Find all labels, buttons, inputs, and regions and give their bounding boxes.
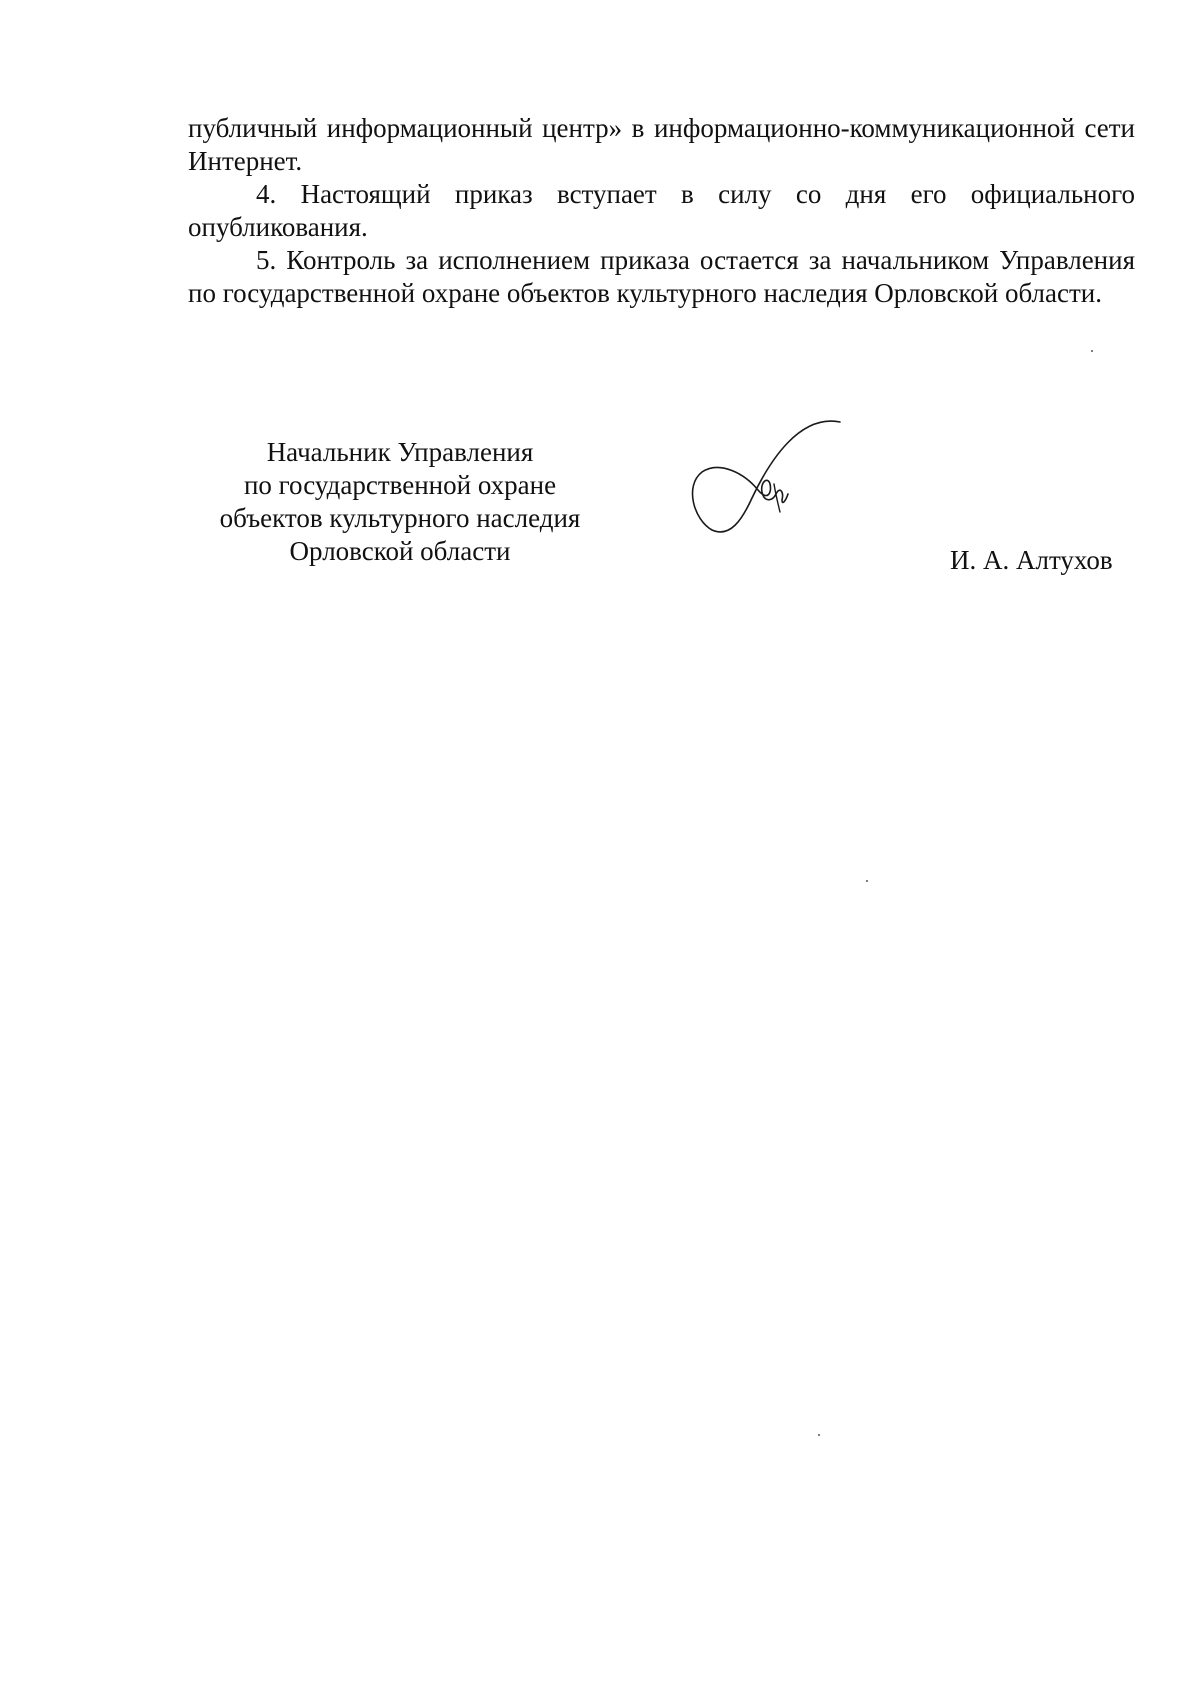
paragraph-continuation: публичный информационный центр» в информационно-коммуникационной сети Интернет. [188,113,1135,176]
position-line: Орловской области [289,536,511,566]
handwritten-signature [690,420,890,550]
signer-name: И. А. Алтухов [950,545,1113,575]
position-line: объектов культурного наследия [219,503,581,533]
scan-speck [866,880,868,882]
paragraph-item-5: 5. Контроль за исполнением приказа остается за начальником Управления по государственной охране объектов культурного наследия Орловской области. [188,245,1135,308]
scan-speck [818,1434,820,1436]
signatory-position [190,436,610,568]
document-body [188,112,1135,310]
scan-speck [1091,350,1093,352]
paragraph-item-4: 4. Настоящий приказ вступает в силу со дня его официального опубликования. [188,179,1135,242]
position-line: Начальник Управления [266,437,534,467]
position-line: по государственной охране [243,470,557,500]
